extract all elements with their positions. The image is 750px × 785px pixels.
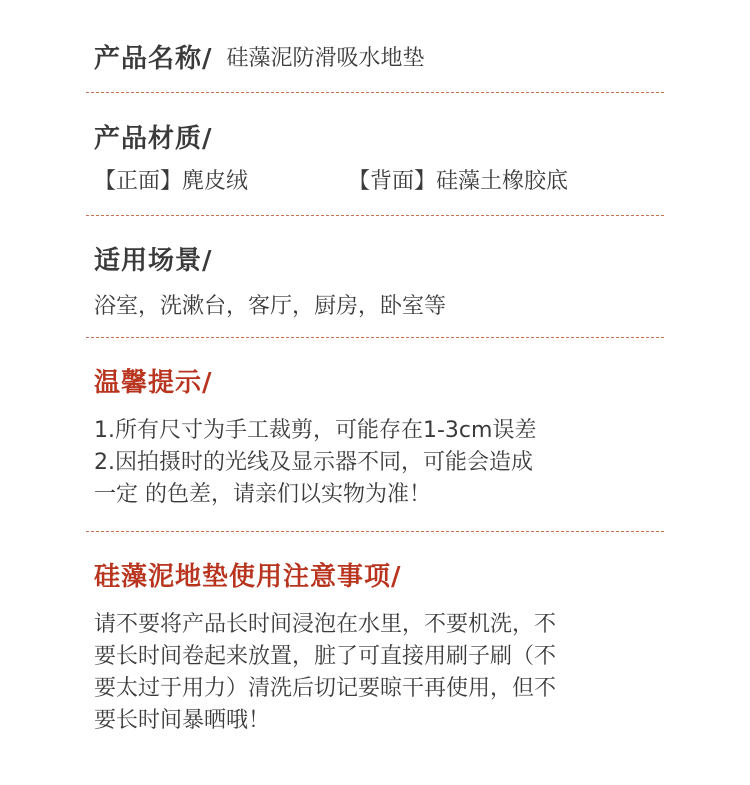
tips-line: 一定 的色差，请亲们以实物为准！ — [94, 482, 431, 507]
divider — [86, 92, 664, 93]
tips-line: 1.所有尺寸为手工裁剪，可能存在1-3cm误差 — [94, 418, 537, 443]
product-name-value: 硅藻泥防滑吸水地垫 — [226, 46, 425, 71]
usage-body — [94, 609, 665, 737]
material-back: 【背面】硅藻土橡胶底 — [348, 169, 569, 194]
usage-heading: 硅藻泥地垫使用注意事项/ — [94, 562, 402, 592]
material-section — [94, 118, 665, 155]
usage-line: 要太过于用力）清洗后切记要晾干再使用，但不 — [94, 676, 557, 701]
tips-heading: 温馨提示/ — [94, 368, 213, 398]
product-name-heading: 产品名称/ — [94, 44, 213, 74]
usage-line: 请不要将产品长时间浸泡在水里，不要机洗，不 — [94, 612, 557, 637]
scenes-heading: 适用场景/ — [94, 246, 213, 276]
scenes-section — [94, 240, 665, 323]
tips-section — [94, 362, 665, 511]
divider — [86, 215, 664, 216]
scenes-value: 浴室，洗漱台，客厅，厨房，卧室等 — [94, 294, 447, 319]
usage-section — [94, 556, 665, 737]
material-heading: 产品材质/ — [94, 124, 213, 154]
divider — [86, 531, 664, 532]
product-name-section — [94, 38, 665, 75]
tips-line: 2.因拍摄时的光线及显示器不同，可能会造成 — [94, 450, 533, 475]
tips-body — [94, 415, 665, 511]
usage-line: 要长时间卷起来放置，脏了可直接用刷子刷（不 — [94, 644, 557, 669]
material-front: 【正面】麂皮绒 — [94, 169, 249, 194]
divider — [86, 337, 664, 338]
usage-line: 要长时间暴晒哦！ — [94, 708, 271, 733]
